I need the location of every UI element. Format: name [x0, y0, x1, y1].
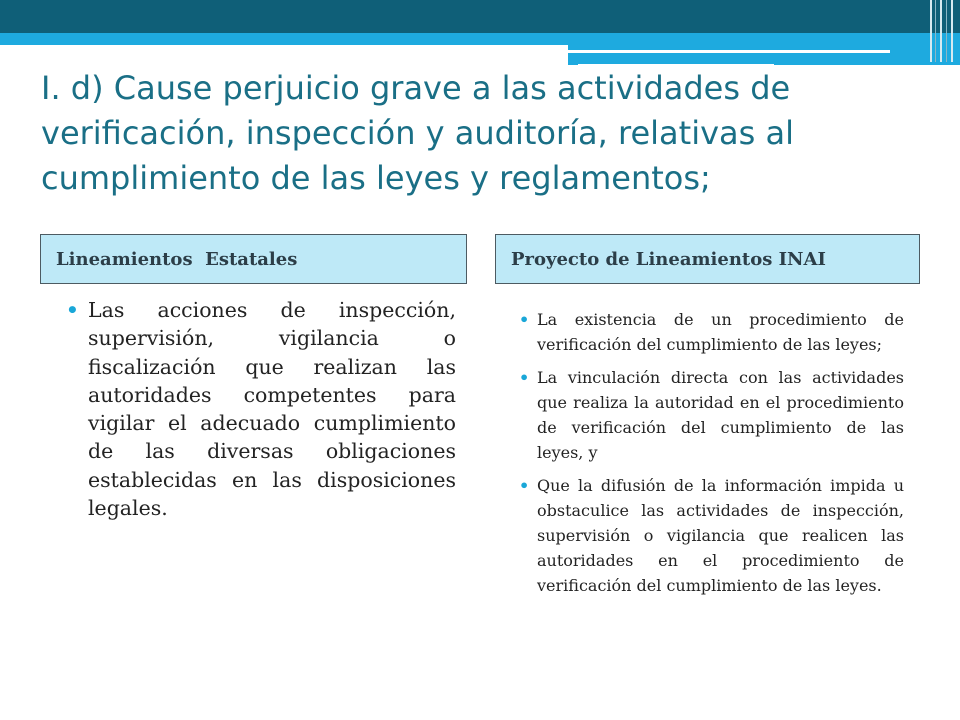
- top-band-vertical-line: [946, 0, 947, 62]
- list-item-text: Que la difusión de la información impida u obstaculice las actividades de inspección, supervisión o vigilancia que realicen las autoridades en el procedimiento de verificación del cumplimiento de las leyes.: [537, 476, 904, 595]
- bullet-icon: •: [519, 476, 530, 495]
- bullet-icon: •: [66, 298, 79, 322]
- top-band-dark: [0, 0, 960, 33]
- list-item: [519, 473, 904, 598]
- column-header-lineamientos-estatales: [40, 234, 467, 284]
- list-item: [519, 307, 904, 357]
- column-header-label: Proyecto de Lineamientos INAI: [511, 248, 826, 270]
- bullet-icon: •: [519, 310, 530, 329]
- column-header-proyecto-inai: [495, 234, 920, 284]
- right-column-list: [519, 307, 904, 606]
- list-item-text: La vinculación directa con las actividades que realiza la autoridad en el procedimiento de verificación del cumplimiento de las leyes, y: [537, 368, 904, 462]
- top-band-vertical-line: [935, 0, 936, 62]
- top-band-vertical-line: [930, 0, 932, 62]
- list-item-text: La existencia de un procedimiento de verificación del cumplimiento de las leyes;: [537, 310, 904, 354]
- column-header-label: Lineamientos Estatales: [56, 248, 298, 270]
- list-item: [519, 365, 904, 465]
- slide-title: I. d) Cause perjuicio grave a las actividades de verificación, inspección y auditoría, relativas al cumplimiento de las leyes y reglamentos;: [41, 69, 794, 197]
- top-band-accent: [568, 45, 960, 65]
- top-band-divider: [568, 50, 890, 53]
- left-column-list: [66, 296, 456, 522]
- list-item: [66, 296, 456, 522]
- top-band-light: [0, 33, 960, 45]
- list-item-text: Las acciones de inspección, supervisión, vigilancia o fiscalización que realizan las autoridades competentes para vigilar el adecuado cumplimiento de las diversas obligaciones establecidas en las disposiciones legales.: [88, 298, 456, 521]
- top-band-vertical-line: [940, 0, 942, 62]
- bullet-icon: •: [519, 368, 530, 387]
- top-band-vertical-line: [951, 0, 953, 62]
